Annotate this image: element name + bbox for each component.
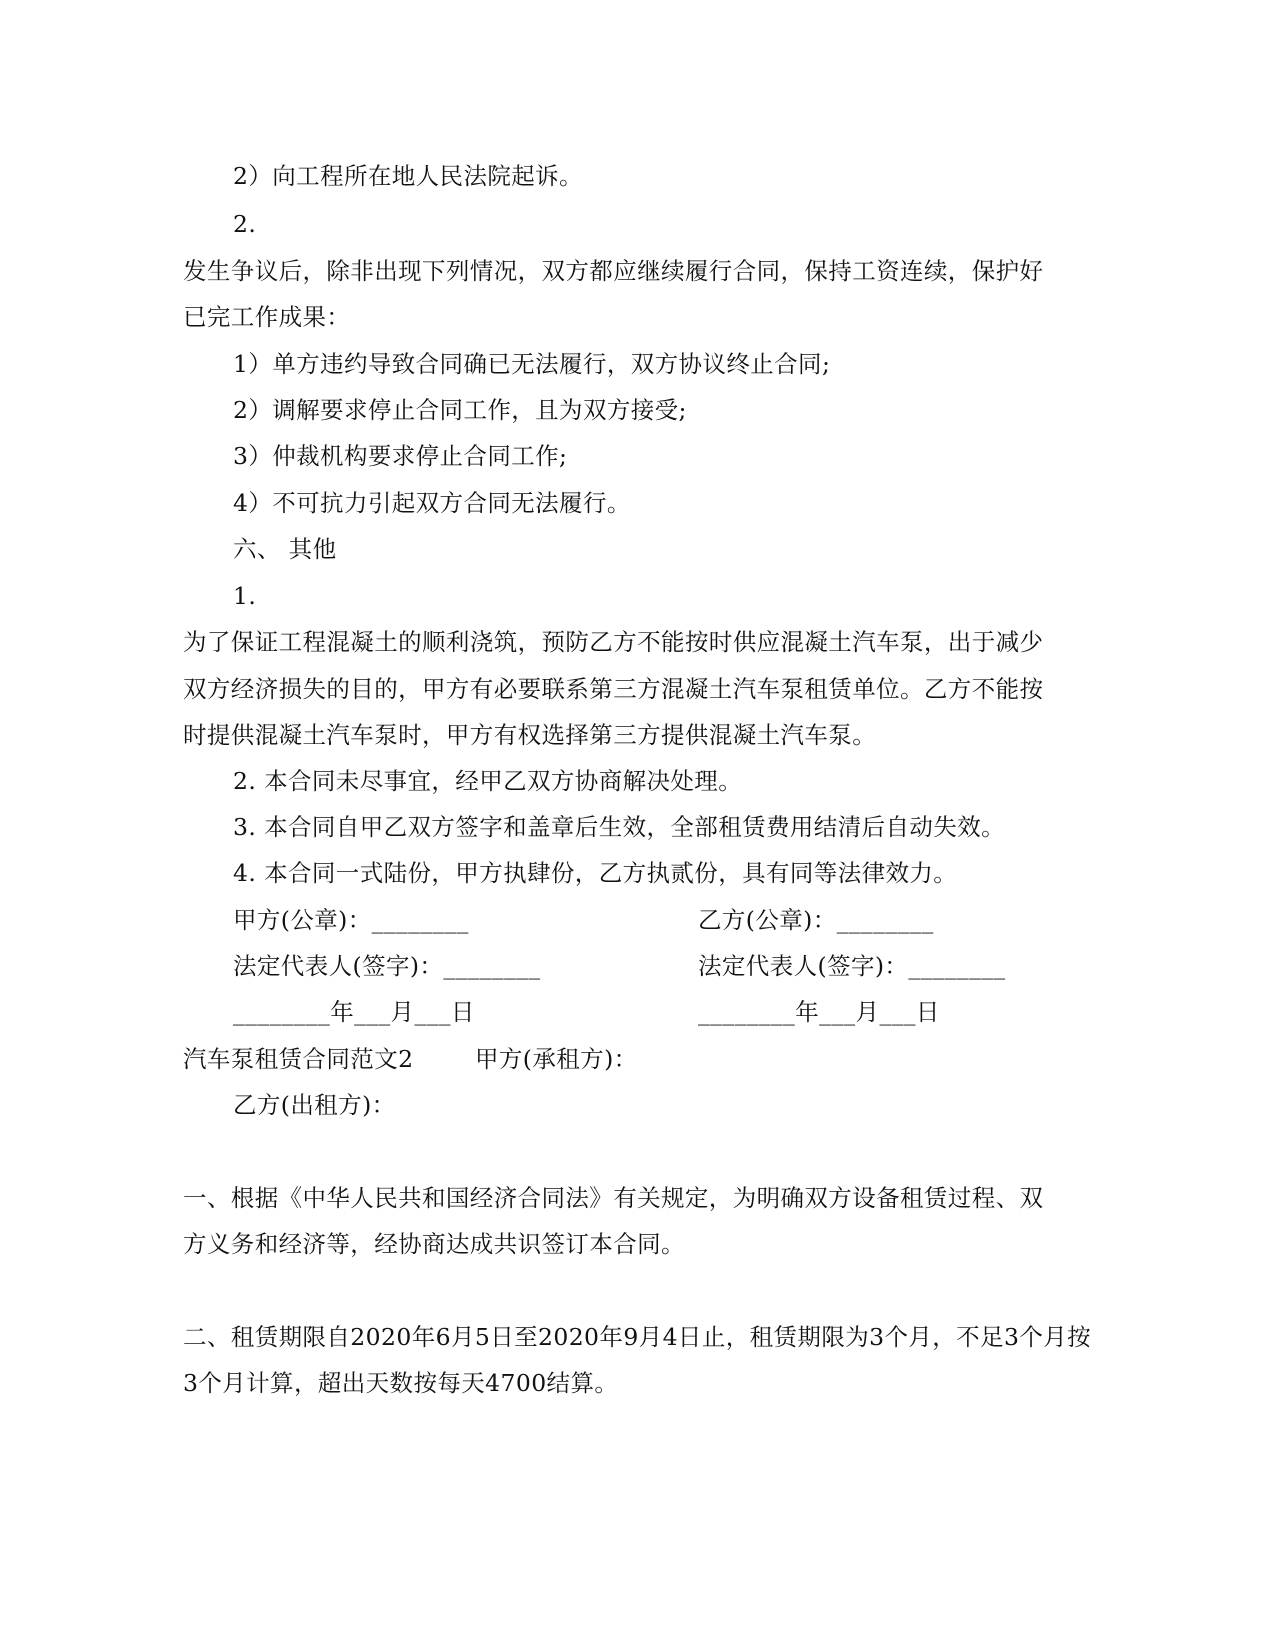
party-b-date: ________年___月___日 — [698, 998, 940, 1026]
clause-number: 1. — [233, 582, 257, 610]
list-item: 1）单方违约导致合同确已无法履行，双方协议终止合同; — [233, 350, 831, 378]
list-item: 3. 本合同自甲乙双方签字和盖章后生效，全部租赁费用结清后自动失效。 — [233, 813, 1005, 841]
list-item: 4. 本合同一式陆份，甲方执肆份，乙方执贰份，具有同等法律效力。 — [233, 859, 958, 887]
party-b-representative: 法定代表人(签字)：________ — [698, 952, 1006, 980]
paragraph-line: 发生争议后，除非出现下列情况，双方都应继续履行合同，保持工资连续，保护好 — [183, 257, 1044, 285]
list-item: 3）仲裁机构要求停止合同工作; — [233, 442, 568, 470]
party-a-date: ________年___月___日 — [233, 998, 475, 1026]
paragraph-line: 双方经济损失的目的，甲方有必要联系第三方混凝土汽车泵租赁单位。乙方不能按 — [183, 675, 1044, 703]
paragraph-line: 已完工作成果： — [183, 303, 351, 331]
list-item: 4）不可抗力引起双方合同无法履行。 — [233, 489, 631, 517]
section-heading: 六、 其他 — [233, 535, 337, 563]
party-b-label: 乙方(出租方)： — [233, 1091, 396, 1119]
paragraph-line: 一、根据《中华人民共和国经济合同法》有关规定，为明确双方设备租赁过程、双 — [183, 1184, 1044, 1212]
paragraph-line: 3个月计算，超出天数按每天4700结算。 — [183, 1369, 619, 1397]
paragraph-line: 时提供混凝土汽车泵时，甲方有权选择第三方提供混凝土汽车泵。 — [183, 721, 877, 749]
party-a-seal: 甲方(公章)：________ — [233, 906, 469, 934]
list-item: 2. 本合同未尽事宜，经甲乙双方协商解决处理。 — [233, 767, 743, 795]
contract-title: 汽车泵租赁合同范文2 — [183, 1045, 414, 1073]
party-a-label: 甲方(承租方)： — [475, 1045, 638, 1073]
paragraph-line: 方义务和经济等，经协商达成共识签订本合同。 — [183, 1230, 685, 1258]
list-item: 2）向工程所在地人民法院起诉。 — [233, 162, 583, 190]
paragraph-line: 为了保证工程混凝土的顺利浇筑，预防乙方不能按时供应混凝土汽车泵，出于减少 — [183, 628, 1044, 656]
party-a-representative: 法定代表人(签字)：________ — [233, 952, 541, 980]
clause-number: 2. — [233, 210, 257, 238]
paragraph-line: 二、租赁期限自2020年6月5日至2020年9月4日止，租赁期限为3个月，不足3个月按 — [183, 1323, 1092, 1351]
list-item: 2）调解要求停止合同工作，且为双方接受; — [233, 396, 687, 424]
party-b-seal: 乙方(公章)：________ — [698, 906, 934, 934]
